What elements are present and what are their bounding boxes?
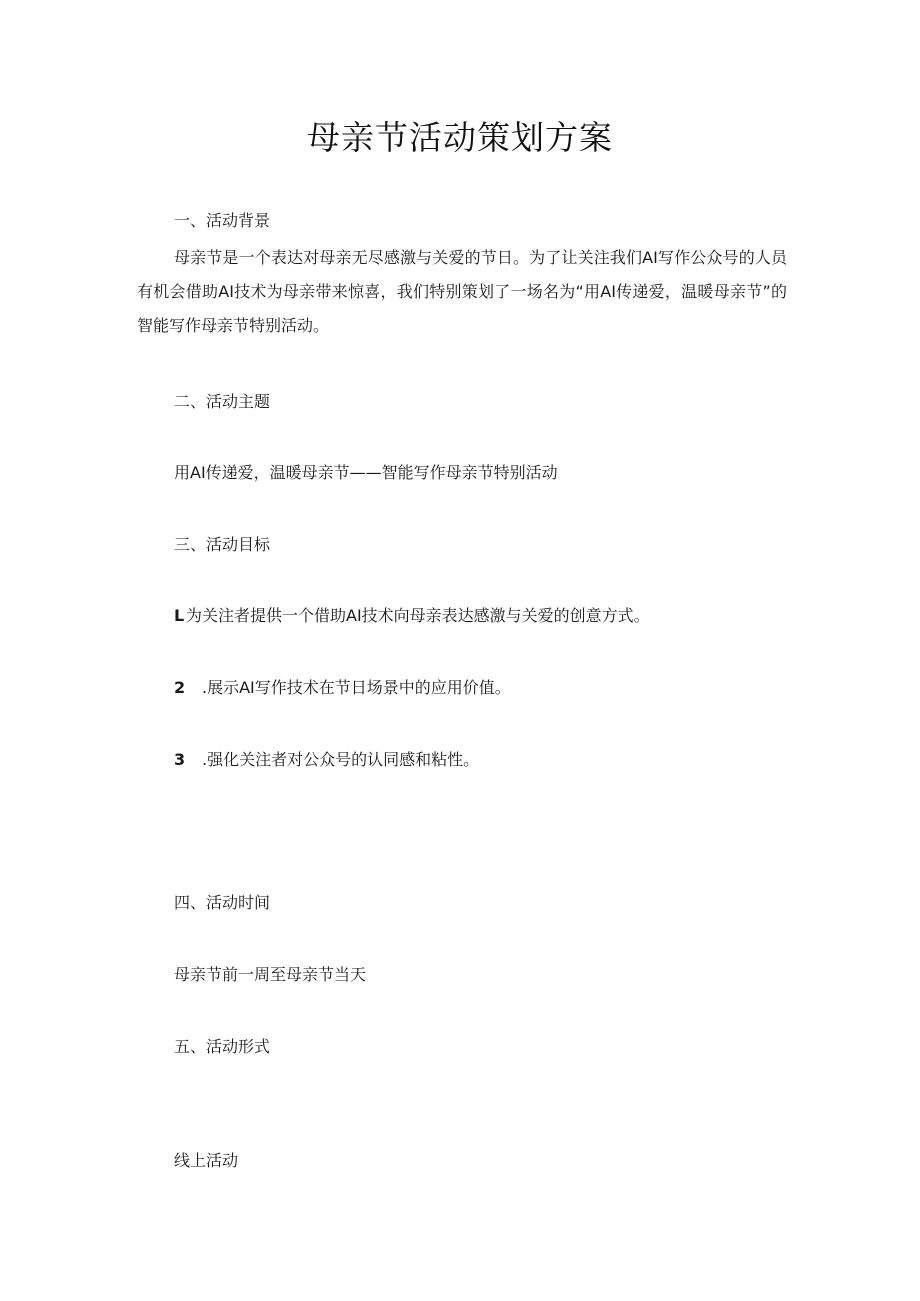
section-heading-background: 一、活动背景: [174, 211, 271, 230]
goal-number: L: [174, 606, 185, 625]
goal-number: 3: [174, 750, 186, 769]
document-title: 母亲节活动策划方案: [307, 118, 613, 157]
section-heading-goals: 三、活动目标: [174, 535, 271, 554]
section-heading-theme: 二、活动主题: [174, 392, 271, 411]
section-heading-time: 四、活动时间: [174, 893, 271, 912]
goal-item: [174, 605, 650, 627]
goal-item: [174, 749, 479, 771]
theme-text: 用AI传递爱，温暖母亲节——智能写作母亲节特别活动: [174, 463, 558, 482]
goal-item: [174, 677, 511, 699]
goal-text: .强化关注者对公众号的认同感和粘性。: [202, 750, 480, 769]
goal-text: .展示AI写作技术在节日场景中的应用价值。: [202, 678, 511, 697]
goal-number: 2: [174, 678, 186, 697]
goal-text: 为关注者提供一个借助AI技术向母亲表达感激与关爱的创意方式。: [186, 606, 650, 625]
section-heading-form: 五、活动形式: [174, 1037, 271, 1056]
time-text: 母亲节前一周至母亲节当天: [174, 965, 367, 984]
background-paragraph: 母亲节是一个表达对母亲无尽感激与关爱的节日。为了让关注我们AI写作公众号的人员有机会借助AI技术为母亲带来惊喜，我们特别策划了一场名为“用AI传递爱，温暖母亲节”的智能写作母亲节特别活动。: [137, 248, 787, 335]
form-subheading: 线上活动: [174, 1151, 239, 1170]
